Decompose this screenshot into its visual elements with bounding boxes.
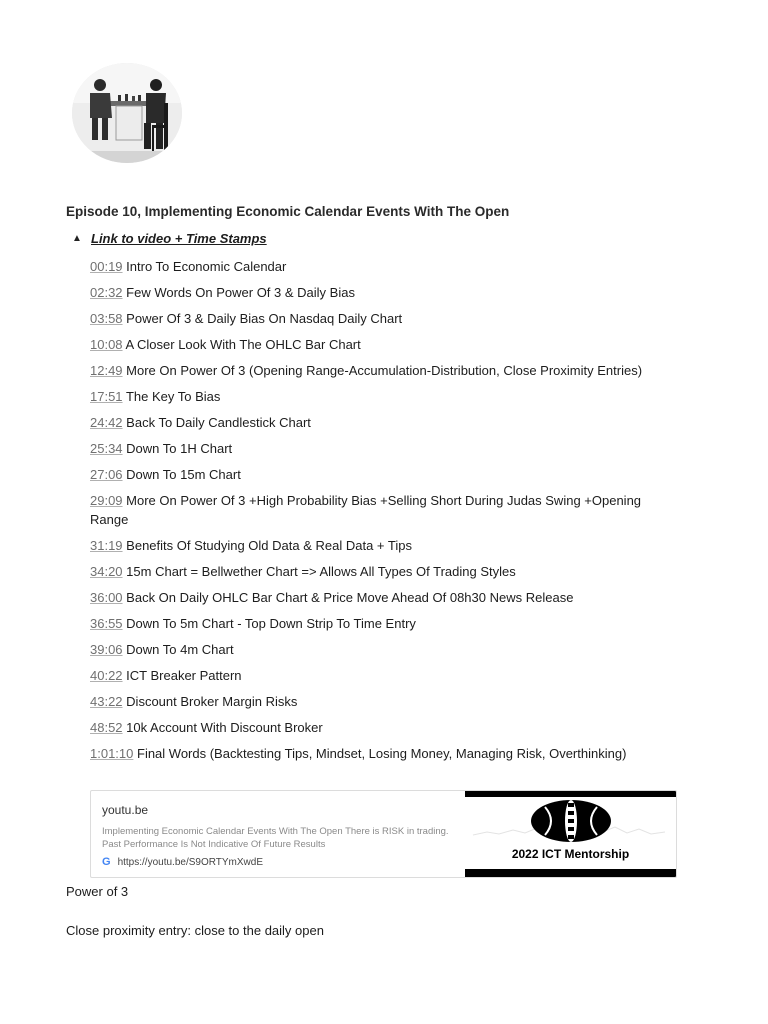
bookmark-url-row	[102, 856, 457, 868]
timestamp-text: ICT Breaker Pattern	[126, 668, 242, 683]
timestamp-item	[90, 335, 650, 354]
timestamp-text: Final Words (Backtesting Tips, Mindset, Losing Money, Managing Risk, Overthinking)	[137, 746, 627, 761]
timestamp-text: Few Words On Power Of 3 & Daily Bias	[126, 285, 355, 300]
timestamp-link[interactable]: 25:34	[90, 441, 123, 456]
timestamp-text: Back On Daily OHLC Bar Chart & Price Move Ahead Of 08h30 News Release	[126, 590, 574, 605]
timestamp-item	[90, 413, 650, 432]
page-cover-avatar	[72, 63, 182, 163]
toggle-link-label[interactable]: Link to video + Time Stamps	[91, 231, 267, 246]
timestamp-link[interactable]: 29:09	[90, 493, 123, 508]
timestamp-link[interactable]: 1:01:10	[90, 746, 134, 761]
timestamp-list	[90, 257, 650, 770]
timestamp-item	[90, 640, 650, 659]
timestamp-link[interactable]: 00:19	[90, 259, 123, 274]
timestamp-text: Benefits Of Studying Old Data & Real Data + Tips	[126, 538, 412, 553]
timestamp-item	[90, 744, 650, 763]
timestamp-link[interactable]: 17:51	[90, 389, 123, 404]
timestamp-item	[90, 614, 650, 633]
timestamp-item	[90, 666, 650, 685]
timestamp-link[interactable]: 12:49	[90, 363, 123, 378]
timestamp-item	[90, 718, 650, 737]
timestamp-item	[90, 387, 650, 406]
timestamp-link[interactable]: 34:20	[90, 564, 123, 579]
timestamp-item	[90, 361, 650, 380]
timestamp-text: Discount Broker Margin Risks	[126, 694, 298, 709]
timestamp-item	[90, 491, 650, 529]
chess-players-image	[72, 63, 182, 163]
timestamp-link[interactable]: 27:06	[90, 467, 123, 482]
timestamp-text: Power Of 3 & Daily Bias On Nasdaq Daily Chart	[126, 311, 403, 326]
timestamp-text: Down To 4m Chart	[126, 642, 234, 657]
timestamp-link[interactable]: 39:06	[90, 642, 123, 657]
triangle-up-icon[interactable]: ▲	[72, 232, 82, 244]
timestamp-text: A Closer Look With The OHLC Bar Chart	[125, 337, 361, 352]
timestamp-link[interactable]: 24:42	[90, 415, 123, 430]
toggle-block[interactable]	[72, 231, 267, 246]
timestamp-link[interactable]: 43:22	[90, 694, 123, 709]
timestamp-text: Back To Daily Candlestick Chart	[126, 415, 311, 430]
bookmark-thumbnail	[465, 791, 676, 877]
paragraph-power-of-3: Power of 3	[66, 884, 129, 899]
timestamp-item	[90, 283, 650, 302]
timestamp-item	[90, 588, 650, 607]
timestamp-text: More On Power Of 3 (Opening Range-Accumulation-Distribution, Close Proximity Entries)	[126, 363, 643, 378]
video-bookmark-card[interactable]	[90, 790, 677, 878]
google-icon: G	[102, 856, 111, 868]
thumbnail-canvas	[465, 797, 676, 869]
timestamp-text: Down To 5m Chart - Top Down Strip To Time Entry	[126, 616, 416, 631]
paragraph-close-proximity: Close proximity entry: close to the daily open	[66, 923, 324, 938]
timestamp-link[interactable]: 03:58	[90, 311, 123, 326]
timestamp-link[interactable]: 48:52	[90, 720, 123, 735]
bookmark-text	[102, 803, 457, 868]
timestamp-item	[90, 562, 650, 581]
timestamp-link[interactable]: 10:08	[90, 337, 123, 352]
bookmark-domain: youtu.be	[102, 803, 149, 817]
thumbnail-caption: 2022 ICT Mentorship	[511, 847, 630, 861]
timestamp-item	[90, 465, 650, 484]
timestamp-link[interactable]: 36:55	[90, 616, 123, 631]
timestamp-item	[90, 692, 650, 711]
timestamp-link[interactable]: 36:00	[90, 590, 123, 605]
timestamp-item	[90, 439, 650, 458]
timestamp-item	[90, 257, 650, 276]
timestamp-text: Down To 1H Chart	[126, 441, 233, 456]
timestamp-link[interactable]: 40:22	[90, 668, 123, 683]
timestamp-text: Intro To Economic Calendar	[126, 259, 287, 274]
timestamp-text: Down To 15m Chart	[126, 467, 241, 482]
bookmark-url[interactable]: https://youtu.be/S9ORTYmXwdE	[117, 856, 264, 868]
timestamp-item	[90, 536, 650, 555]
page-title: Episode 10, Implementing Economic Calendar Events With The Open	[66, 204, 510, 219]
timestamp-text: 10k Account With Discount Broker	[126, 720, 323, 735]
timestamp-text: The Key To Bias	[125, 389, 221, 404]
timestamp-text: 15m Chart = Bellwether Chart => Allows All Types Of Trading Styles	[126, 564, 516, 579]
timestamp-link[interactable]: 02:32	[90, 285, 123, 300]
timestamp-link[interactable]: 31:19	[90, 538, 123, 553]
timestamp-item	[90, 309, 650, 328]
bookmark-description: Implementing Economic Calendar Events With The Open There is RISK in trading. Past Performance Is Not Indicative Of Future Results	[102, 826, 449, 850]
timestamp-text: More On Power Of 3 +High Probability Bias +Selling Short During Judas Swing +Opening Range	[90, 493, 642, 527]
